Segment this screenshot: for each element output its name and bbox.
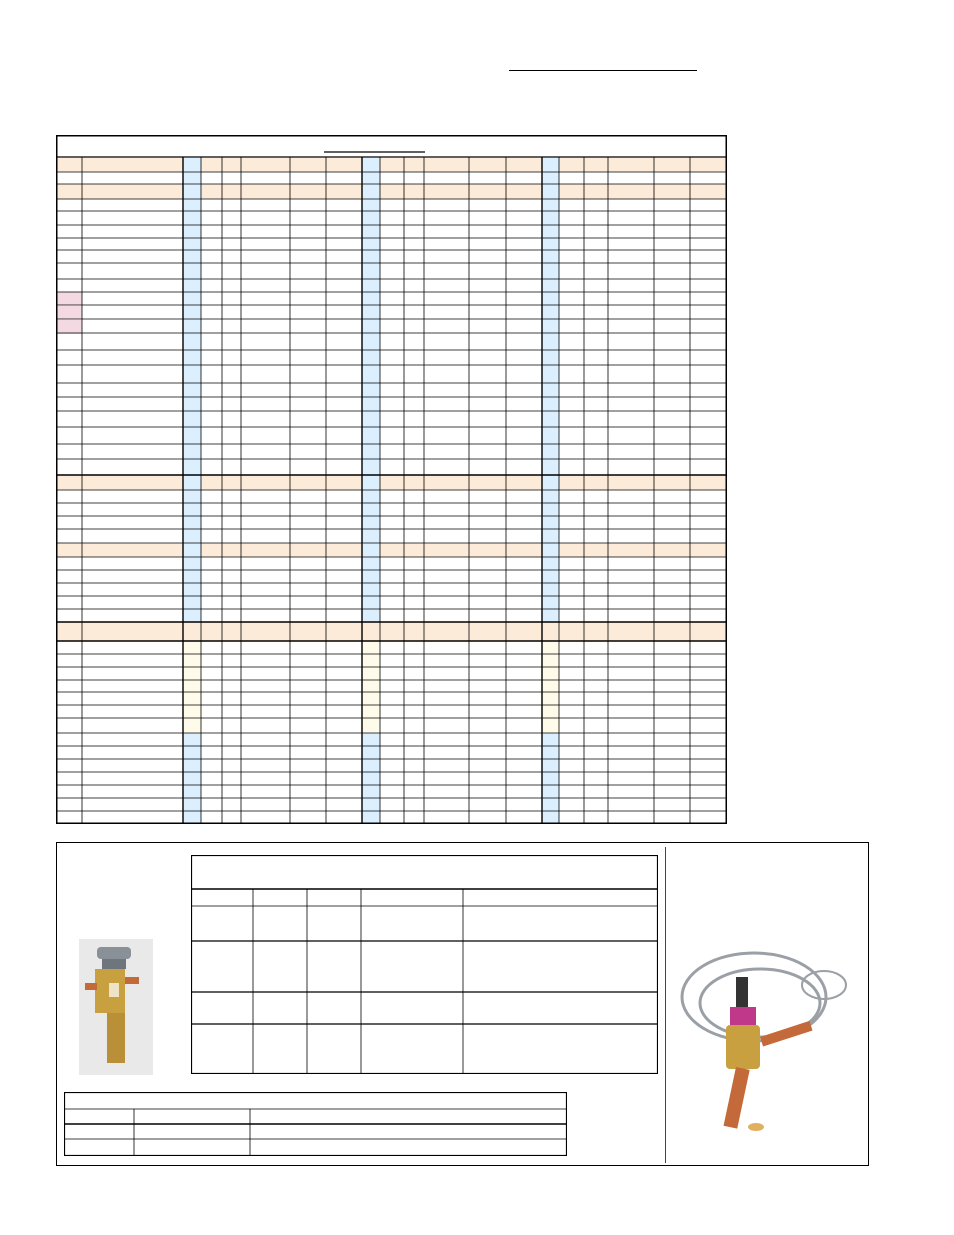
electronic-expansion-valve-photo xyxy=(674,937,857,1157)
valve-body xyxy=(726,1025,760,1069)
separator-band-0-lower xyxy=(183,733,201,823)
legend-table xyxy=(64,1092,567,1156)
header-band-0-0 xyxy=(56,158,183,172)
header-band-2-1 xyxy=(201,475,362,490)
valve-spec-grid xyxy=(191,855,658,1074)
header-band-0-1 xyxy=(201,158,362,172)
specification-table xyxy=(56,135,727,824)
section-header-band xyxy=(56,622,727,641)
specification-grid xyxy=(56,135,727,824)
marker-cell xyxy=(57,306,82,319)
valve-info-panel xyxy=(56,842,869,1166)
coil-label xyxy=(730,1007,756,1025)
valve-spec-table xyxy=(191,855,658,1074)
expansion-valve-photo xyxy=(79,939,153,1075)
expansion-valve-image xyxy=(79,939,153,1075)
valve-label xyxy=(109,983,119,997)
valve-cap xyxy=(97,947,131,959)
valve-inlet xyxy=(85,983,97,990)
cable-connector xyxy=(736,977,748,1007)
valve-neck xyxy=(102,959,126,969)
separator-band-1-middle xyxy=(362,641,380,733)
electronic-valve-image xyxy=(674,937,857,1157)
header-band-2-0 xyxy=(56,475,183,490)
separator-band-1-lower xyxy=(362,733,380,823)
header-band-3-0 xyxy=(56,543,183,557)
separator-band-1-upper xyxy=(362,158,380,622)
header-band-1-0 xyxy=(56,184,183,199)
marker-cell xyxy=(57,292,82,305)
separator-band-2-lower xyxy=(542,733,559,823)
panel-divider xyxy=(665,847,666,1163)
valve-stem xyxy=(107,1013,125,1063)
header-band-3-1 xyxy=(201,543,362,557)
spec-table-border xyxy=(192,856,658,1074)
inlet-tube-end xyxy=(748,1123,764,1131)
title-underline xyxy=(509,70,697,71)
header-band-1-1 xyxy=(201,184,362,199)
separator-band-0-middle xyxy=(183,641,201,733)
separator-band-2-upper xyxy=(542,158,559,622)
marker-cell xyxy=(57,320,82,334)
separator-band-0-upper xyxy=(183,158,201,622)
legend-grid xyxy=(64,1092,567,1156)
valve-outlet xyxy=(125,977,139,984)
separator-band-2-middle xyxy=(542,641,559,733)
